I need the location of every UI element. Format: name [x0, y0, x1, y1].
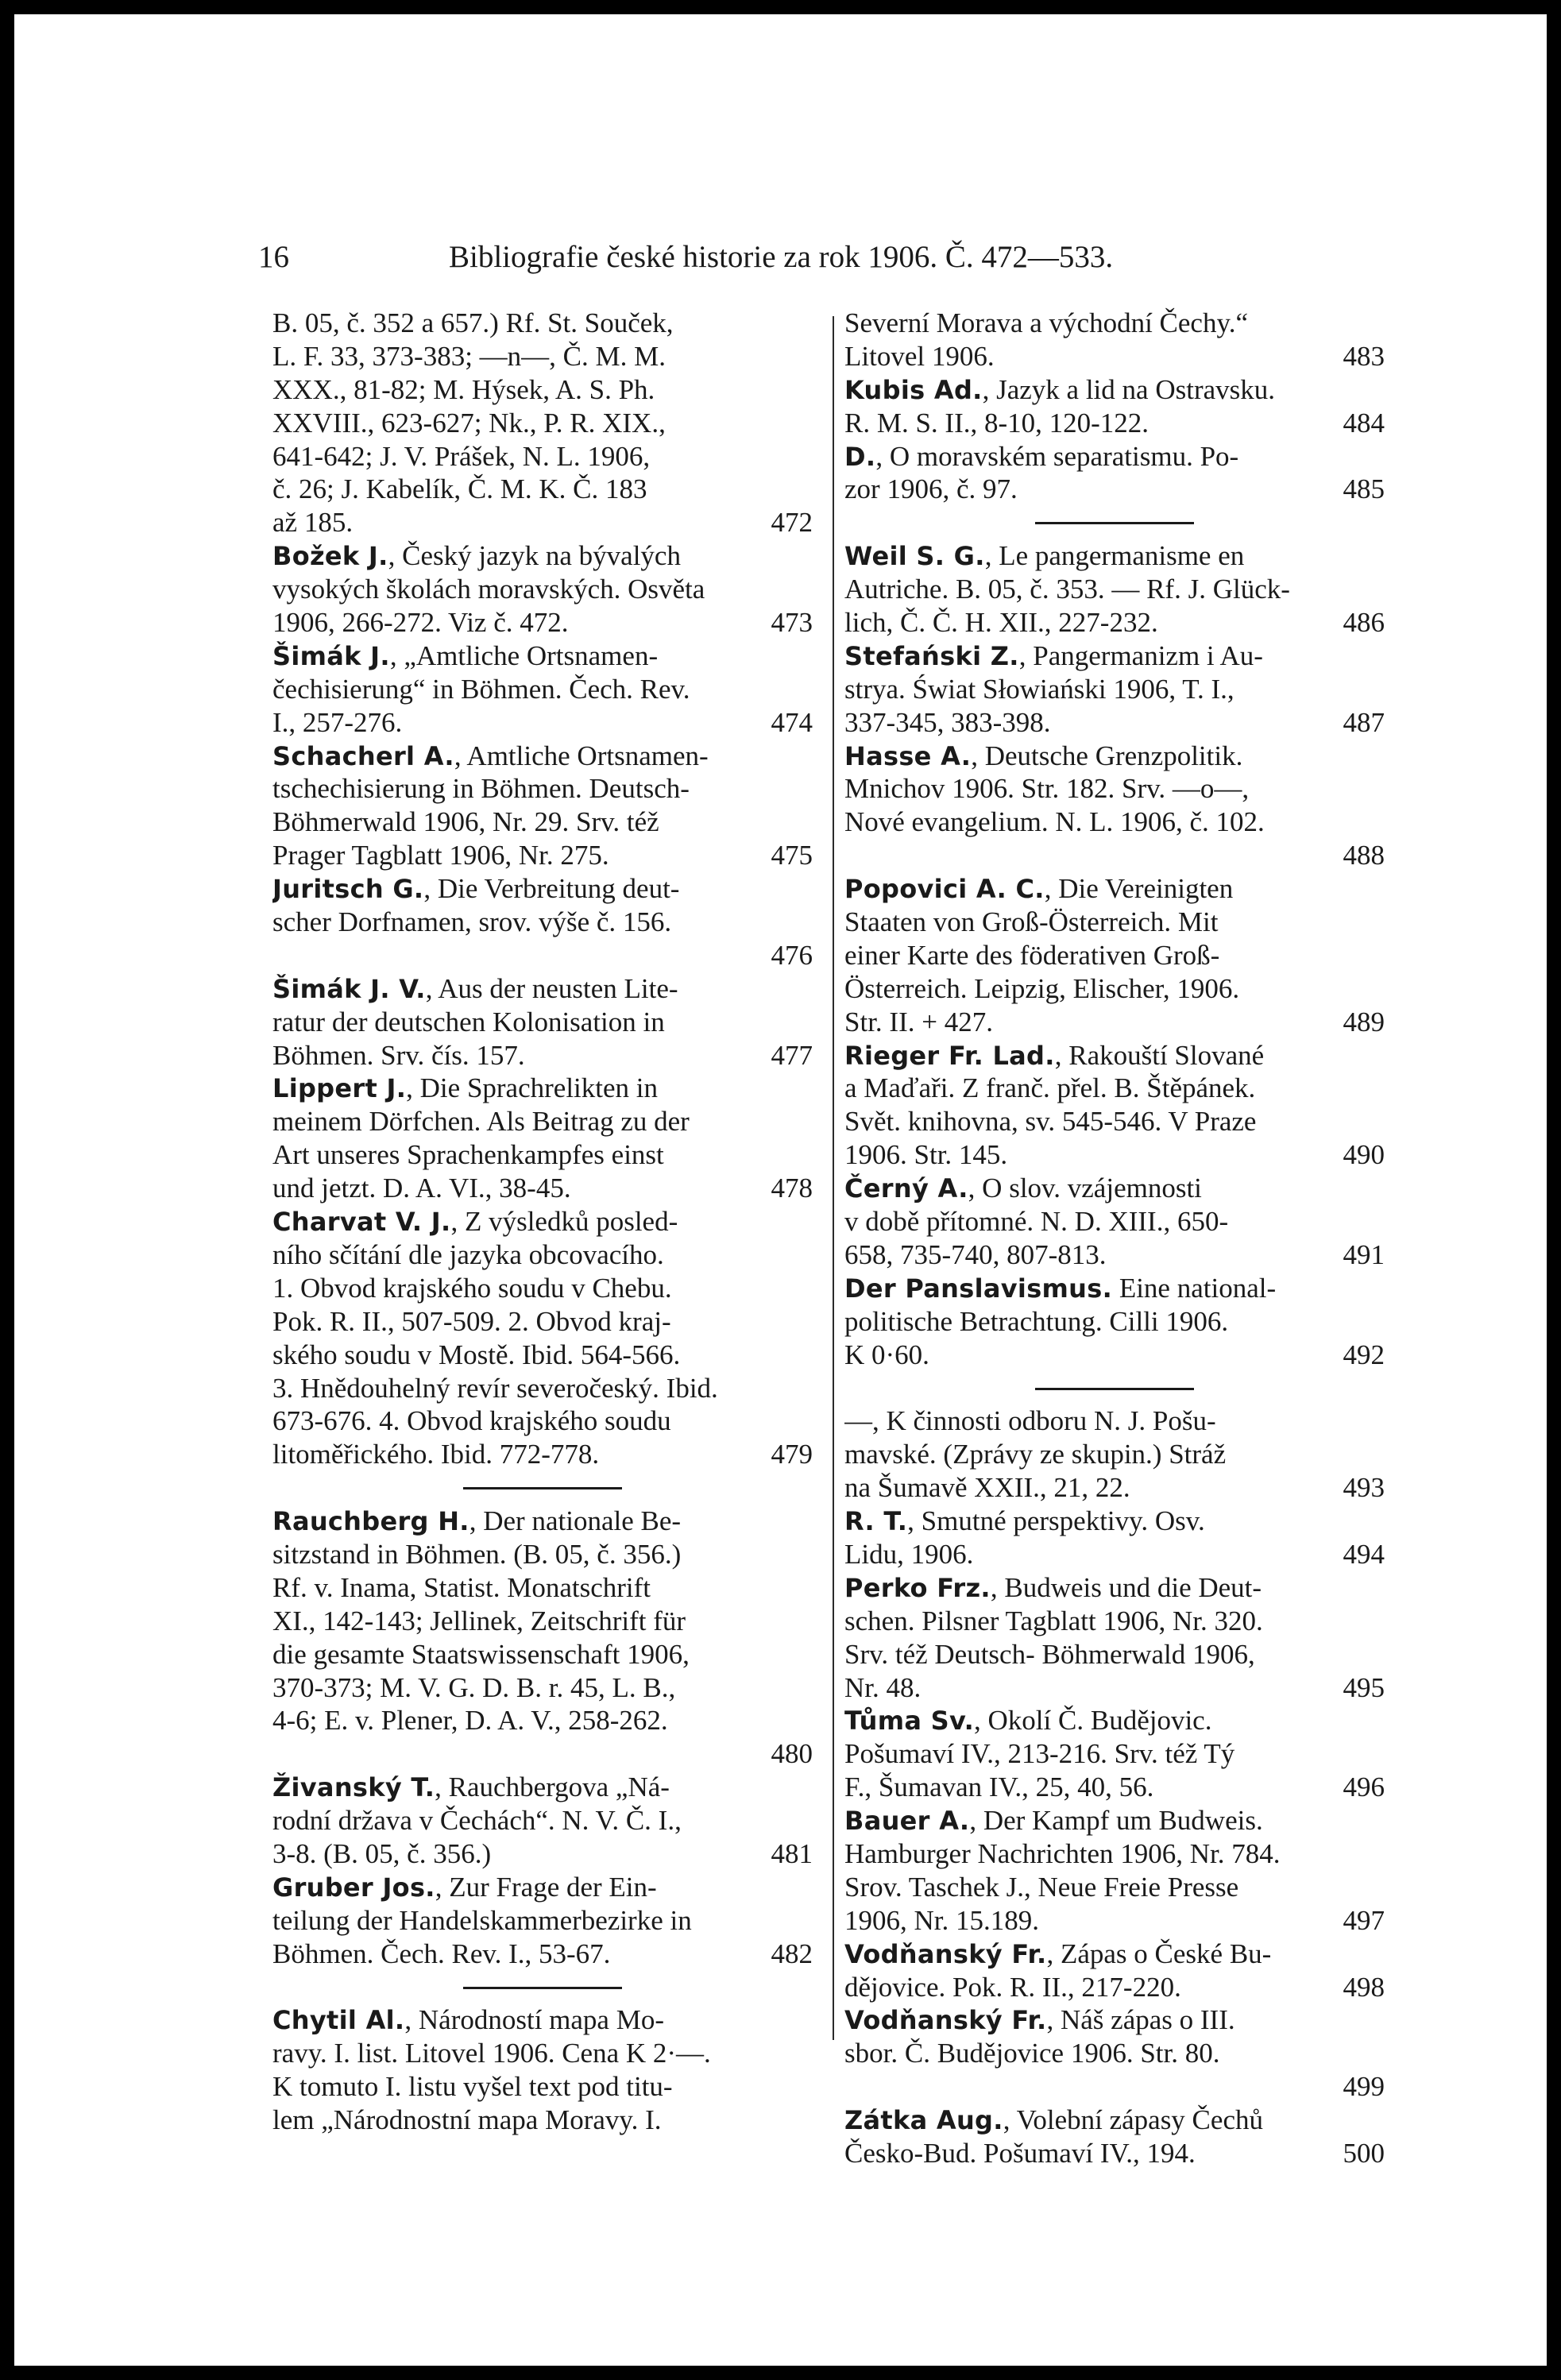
text-line — [844, 2070, 1385, 2104]
line-text: Schacherl A., Amtliche Ortsnamen- — [272, 740, 709, 771]
text-line — [844, 872, 1385, 906]
text-line — [844, 307, 1385, 340]
entry-number: 492 — [1343, 1339, 1385, 1370]
text-line — [272, 2003, 813, 2037]
line-text: Charvat V. J., Z výsledků posled- — [272, 1206, 678, 1238]
line-text: Bauer A., Der Kampf um Budweis. — [844, 1805, 1263, 1837]
entry-author: Rieger Fr. Lad. — [844, 1040, 1055, 1071]
entry-number: 476 — [771, 939, 813, 971]
text-line — [844, 1904, 1385, 1938]
line-text: Severní Morava a východní Čechy.“ — [844, 307, 1248, 338]
line-text: Šimák J., „Amtliche Ortsnamen- — [272, 639, 659, 671]
entry-number: 483 — [1343, 340, 1385, 372]
text-line — [272, 2104, 813, 2137]
text-line — [272, 573, 813, 606]
text-line — [844, 1438, 1385, 1471]
section-separator — [272, 1471, 813, 1505]
line-text: dějovice. Pok. R. II., 217-220. — [844, 1971, 1181, 2003]
text-line — [844, 1671, 1385, 1705]
text-line — [844, 906, 1385, 939]
entry-number: 491 — [1343, 1238, 1385, 1270]
text-line — [272, 1938, 813, 1971]
text-line — [272, 2070, 813, 2104]
line-text: —, K činnosti odboru N. J. Pošu- — [844, 1405, 1216, 1437]
text-line — [272, 872, 813, 906]
line-text: Rieger Fr. Lad., Rakouští Slované — [844, 1039, 1265, 1071]
line-text: a Maďaři. Z franč. přel. B. Štěpánek. — [844, 1072, 1256, 1104]
text-line — [844, 2137, 1385, 2170]
line-text: Der Panslavismus. Eine national- — [844, 1272, 1277, 1304]
text-line — [844, 1638, 1385, 1671]
right-column — [844, 307, 1385, 2170]
line-text: schen. Pilsner Tagblatt 1906, Nr. 320. — [844, 1605, 1263, 1636]
line-text: L. F. 33, 373-383; —n—, Č. M. M. — [272, 340, 667, 372]
line-text: Rauchberg H., Der nationale Be- — [272, 1505, 682, 1537]
entry-author: Živanský T. — [272, 1772, 435, 1803]
text-line — [272, 673, 813, 706]
entry-number: 498 — [1343, 1971, 1385, 2003]
line-text: lem „Národnostní mapa Moravy. I. — [272, 2104, 662, 2136]
line-text: Böhmen. Čech. Rev. I., 53-67. — [272, 1938, 611, 1969]
line-text: Litovel 1906. — [844, 340, 995, 372]
text-line — [844, 1105, 1385, 1138]
line-text: Pok. R. II., 507-509. 2. Obvod kraj- — [272, 1305, 671, 1337]
line-text: Hamburger Nachrichten 1906, Nr. 784. — [844, 1837, 1281, 1869]
entry-number: 497 — [1343, 1904, 1385, 1936]
entry-number: 487 — [1343, 706, 1385, 738]
entry-author: Stefański Z. — [844, 640, 1019, 671]
text-line — [844, 706, 1385, 740]
text-line — [844, 1871, 1385, 1904]
line-text: Nr. 48. — [844, 1671, 922, 1703]
text-line — [272, 1072, 813, 1105]
entry-number: 500 — [1343, 2137, 1385, 2169]
line-text: 1906, Nr. 15.189. — [844, 1904, 1039, 1936]
text-line — [844, 1072, 1385, 1105]
text-line — [844, 1505, 1385, 1538]
text-line — [272, 1039, 813, 1072]
text-line — [272, 1771, 813, 1804]
line-text: Nové evangelium. N. L. 1906, č. 102. — [844, 806, 1265, 838]
text-line — [272, 373, 813, 407]
entry-author: Hasse A. — [844, 740, 972, 771]
text-line — [272, 539, 813, 573]
line-text: ratur der deutschen Kolonisation in — [272, 1006, 665, 1037]
entry-number: 488 — [1343, 840, 1385, 871]
text-line — [844, 673, 1385, 706]
line-text: Juritsch G., Die Verbreitung deut- — [272, 873, 680, 905]
column-divider — [833, 316, 834, 2040]
entry-author: Popovici A. C. — [844, 874, 1045, 905]
line-text: 1. Obvod krajského soudu v Chebu. — [272, 1272, 672, 1304]
line-text: na Šumavě XXII., 21, 22. — [844, 1472, 1130, 1504]
line-text: čechisierung“ in Böhmen. Čech. Rev. — [272, 673, 690, 705]
line-text: Art unseres Sprachenkampfes einst — [272, 1139, 664, 1171]
line-text: Tůma Sv., Okolí Č. Budějovic. — [844, 1705, 1212, 1737]
text-line — [272, 1837, 813, 1871]
line-text: 337-345, 383-398. — [844, 706, 1051, 738]
text-line — [272, 606, 813, 639]
text-line — [272, 1238, 813, 1272]
text-line — [844, 772, 1385, 806]
entry-number: 495 — [1343, 1671, 1385, 1703]
entry-number: 478 — [771, 1173, 813, 1204]
line-text: die gesamte Staatswissenschaft 1906, — [272, 1638, 690, 1670]
page-number: 16 — [258, 240, 289, 274]
line-text: 4-6; E. v. Plener, D. A. V., 258-262. — [272, 1705, 668, 1737]
text-line — [272, 806, 813, 839]
line-text: Svět. knihovna, sv. 545-546. V Praze — [844, 1106, 1257, 1138]
line-text: 1906, 266-272. Viz č. 472. — [272, 607, 569, 639]
line-text: Autriche. B. 05, č. 353. — Rf. J. Glück- — [844, 574, 1290, 605]
running-title: Bibliografie české historie za rok 1906. Č. 472—533. — [449, 240, 1114, 274]
text-line — [272, 1372, 813, 1405]
line-text: Vodňanský Fr., Náš zápas o III. — [844, 2004, 1235, 2036]
line-text: und jetzt. D. A. VI., 38-45. — [272, 1173, 571, 1204]
line-text: Kubis Ad., Jazyk a lid na Ostravsku. — [844, 373, 1275, 405]
line-text: Österreich. Leipzig, Elischer, 1906. — [844, 972, 1240, 1004]
entry-number: 473 — [771, 607, 813, 639]
line-text: až 185. — [272, 507, 354, 539]
entry-author: Charvat V. J. — [272, 1207, 451, 1238]
entry-number: 489 — [1343, 1006, 1385, 1037]
line-text: Česko-Bud. Pošumaví IV., 194. — [844, 2137, 1196, 2169]
line-text: scher Dorfnamen, srov. výše č. 156. — [272, 906, 672, 938]
text-line — [272, 1704, 813, 1737]
text-line — [272, 440, 813, 473]
text-line — [844, 1006, 1385, 1039]
text-line — [272, 1737, 813, 1771]
text-line — [844, 407, 1385, 440]
text-line — [272, 639, 813, 673]
line-text: Lidu, 1906. — [844, 1538, 974, 1570]
separator-rule — [463, 1987, 622, 1989]
text-line — [844, 1837, 1385, 1871]
text-line — [844, 839, 1385, 872]
line-text: XXVIII., 623-627; Nk., P. R. XIX., — [272, 407, 666, 439]
entry-number: 482 — [771, 1938, 813, 1969]
text-line — [844, 473, 1385, 506]
text-line — [844, 440, 1385, 473]
text-line — [272, 1105, 813, 1138]
line-text: Böhmen. Srv. čís. 157. — [272, 1039, 525, 1071]
text-line — [272, 1172, 813, 1205]
section-separator — [844, 506, 1385, 539]
line-text: 3. Hnědouhelný revír severočeský. Ibid. — [272, 1372, 718, 1404]
separator-rule — [1035, 522, 1194, 524]
line-text: Srov. Taschek J., Neue Freie Presse — [844, 1871, 1239, 1903]
line-text: 641-642; J. V. Prášek, N. L. 1906, — [272, 440, 651, 472]
entry-number: 485 — [1343, 473, 1385, 505]
line-text: Lippert J., Die Sprachrelikten in — [272, 1072, 659, 1104]
entry-author: Šimák J. V. — [272, 973, 426, 1004]
text-line — [272, 1605, 813, 1638]
entry-author: Vodňanský Fr. — [844, 2005, 1047, 2036]
text-line — [272, 1205, 813, 1238]
line-text: Staaten von Groß-Österreich. Mit — [844, 906, 1219, 938]
text-line — [844, 1205, 1385, 1238]
text-line — [844, 1605, 1385, 1638]
text-line — [844, 1471, 1385, 1505]
line-text: Perko Frz., Budweis und die Deut- — [844, 1571, 1262, 1603]
text-line — [844, 1404, 1385, 1438]
text-line — [844, 939, 1385, 972]
entry-author: Černý A. — [844, 1173, 968, 1204]
text-line — [272, 473, 813, 506]
line-text: D., O moravském separatismu. Po- — [844, 440, 1239, 472]
text-line — [272, 706, 813, 740]
section-separator — [844, 1372, 1385, 1405]
entry-number: 479 — [771, 1439, 813, 1470]
line-text: č. 26; J. Kabelík, Č. M. K. Č. 183 — [272, 473, 647, 505]
line-text: 370-373; M. V. G. D. B. r. 45, L. B., — [272, 1671, 676, 1703]
text-line — [844, 1238, 1385, 1272]
line-text: R. M. S. II., 8-10, 120-122. — [844, 407, 1149, 439]
text-line — [844, 1704, 1385, 1737]
line-text: Božek J., Český jazyk na bývalých — [272, 540, 681, 572]
line-text: Zátka Aug., Volební zápasy Čechů — [844, 2104, 1263, 2136]
entry-author: Chytil Al. — [272, 2005, 405, 2036]
entry-author: D. — [844, 441, 876, 472]
text-line — [272, 1871, 813, 1904]
line-text: Weil S. G., Le pangermanisme en — [844, 540, 1245, 572]
entry-author: Schacherl A. — [272, 740, 454, 771]
text-line — [844, 1138, 1385, 1172]
line-text: politische Betrachtung. Cilli 1906. — [844, 1305, 1229, 1337]
separator-rule — [463, 1487, 622, 1489]
left-column — [272, 307, 813, 2137]
text-line — [272, 1505, 813, 1538]
entry-author: Der Panslavismus. — [844, 1273, 1113, 1304]
text-line — [844, 2003, 1385, 2037]
book-page — [14, 14, 1547, 2366]
line-text: ského soudu v Mostě. Ibid. 564-566. — [272, 1339, 681, 1370]
text-line — [844, 2104, 1385, 2137]
line-text: einer Karte des föderativen Groß- — [844, 939, 1220, 971]
line-text: XI., 142-143; Jellinek, Zeitschrift für — [272, 1605, 686, 1636]
entry-author: Gruber Jos. — [272, 1872, 435, 1903]
entry-author: Bauer A. — [844, 1806, 970, 1837]
line-text: ního sčítání dle jazyka obcovacího. — [272, 1238, 664, 1270]
line-text: rodní država v Čechách“. N. V. Č. I., — [272, 1805, 682, 1837]
text-line — [272, 1538, 813, 1571]
text-line — [272, 740, 813, 773]
text-line — [844, 1339, 1385, 1372]
line-text: sitzstand in Böhmen. (B. 05, č. 356.) — [272, 1538, 682, 1570]
entry-number: 493 — [1343, 1472, 1385, 1504]
text-line — [272, 1904, 813, 1938]
line-text: Stefański Z., Pangermanizm i Au- — [844, 639, 1263, 671]
text-line — [272, 1138, 813, 1172]
line-text: meinem Dörfchen. Als Beitrag zu der — [272, 1106, 690, 1138]
running-head — [258, 234, 1434, 281]
text-line — [844, 2037, 1385, 2070]
section-separator — [272, 1971, 813, 2004]
text-line — [844, 972, 1385, 1006]
entry-author: Rauchberg H. — [272, 1506, 469, 1537]
line-text: F., Šumavan IV., 25, 40, 56. — [844, 1771, 1154, 1803]
line-text: XXX., 81-82; M. Hýsek, A. S. Ph. — [272, 373, 655, 405]
text-line — [272, 1339, 813, 1372]
line-text: I., 257-276. — [272, 706, 403, 738]
line-text: Prager Tagblatt 1906, Nr. 275. — [272, 840, 609, 871]
line-text: Vodňanský Fr., Zápas o České Bu- — [844, 1938, 1272, 1969]
entry-number: 490 — [1343, 1139, 1385, 1171]
line-text: R. T., Smutné perspektivy. Osv. — [844, 1505, 1205, 1537]
text-line — [272, 1638, 813, 1671]
text-line — [272, 506, 813, 539]
entry-author: Kubis Ad. — [844, 374, 983, 405]
text-line — [844, 373, 1385, 407]
line-text: Srv. též Deutsch- Böhmerwald 1906, — [844, 1638, 1255, 1670]
line-text: Mnichov 1906. Str. 182. Srv. —o—, — [844, 773, 1250, 805]
line-text: ravy. I. list. Litovel 1906. Cena K 2·—. — [272, 2038, 711, 2069]
entry-author: Tůma Sv. — [844, 1706, 975, 1737]
entry-number: 486 — [1343, 607, 1385, 639]
text-line — [844, 1771, 1385, 1804]
text-line — [844, 1538, 1385, 1571]
line-text: 658, 735-740, 807-813. — [844, 1238, 1107, 1270]
line-text: strya. Świat Słowiański 1906, T. I., — [844, 673, 1235, 705]
entry-author: Šimák J. — [272, 640, 390, 671]
entry-author: Juritsch G. — [272, 874, 424, 905]
entry-author: Vodňanský Fr. — [844, 1938, 1047, 1969]
entry-number: 472 — [771, 507, 813, 539]
text-line — [272, 2037, 813, 2070]
text-line — [844, 573, 1385, 606]
text-line — [272, 1272, 813, 1305]
text-line — [844, 639, 1385, 673]
text-line — [272, 407, 813, 440]
entry-author: Zátka Aug. — [844, 2105, 1003, 2136]
text-line — [272, 340, 813, 373]
text-line — [272, 1404, 813, 1438]
entry-number: 484 — [1343, 407, 1385, 439]
line-text: teilung der Handelskammerbezirke in — [272, 1904, 692, 1936]
text-line — [844, 1039, 1385, 1072]
entry-author: Božek J. — [272, 541, 388, 572]
entry-number: 499 — [1343, 2071, 1385, 2103]
line-text: Chytil Al., Národností mapa Mo- — [272, 2004, 664, 2036]
text-line — [844, 1172, 1385, 1205]
line-text: Str. II. + 427. — [844, 1006, 993, 1037]
text-line — [844, 1938, 1385, 1971]
line-text: lich, Č. Č. H. XII., 227-232. — [844, 607, 1158, 639]
entry-author: Perko Frz. — [844, 1572, 991, 1603]
line-text: zor 1906, č. 97. — [844, 473, 1018, 505]
line-text: K 0·60. — [844, 1339, 929, 1370]
entry-author: Weil S. G. — [844, 541, 985, 572]
entry-number: 475 — [771, 840, 813, 871]
text-line — [272, 1305, 813, 1339]
entry-number: 477 — [771, 1039, 813, 1071]
line-text: K tomuto I. listu vyšel text pod titu- — [272, 2071, 673, 2103]
separator-rule — [1035, 1388, 1194, 1390]
entry-number: 496 — [1343, 1771, 1385, 1803]
text-line — [844, 1272, 1385, 1305]
line-text: litoměřického. Ibid. 772-778. — [272, 1439, 600, 1470]
line-text: Pošumaví IV., 213-216. Srv. též Tý — [844, 1738, 1235, 1770]
text-line — [844, 1305, 1385, 1339]
text-line — [844, 606, 1385, 639]
entry-author: R. T. — [844, 1506, 908, 1537]
line-text: Živanský T., Rauchbergova „Ná- — [272, 1771, 670, 1803]
text-line — [844, 1737, 1385, 1771]
line-text: tschechisierung in Böhmen. Deutsch- — [272, 773, 690, 805]
line-text: Gruber Jos., Zur Frage der Ein- — [272, 1871, 657, 1903]
line-text: Popovici A. C., Die Vereinigten — [844, 873, 1234, 905]
line-text: Šimák J. V., Aus der neusten Lite- — [272, 972, 678, 1004]
text-line — [844, 340, 1385, 373]
text-line — [272, 839, 813, 872]
text-line — [272, 307, 813, 340]
entry-number: 474 — [771, 706, 813, 738]
text-line — [844, 740, 1385, 773]
line-text: 1906. Str. 145. — [844, 1139, 1008, 1171]
text-line — [272, 972, 813, 1006]
line-text: 3-8. (B. 05, č. 356.) — [272, 1837, 492, 1869]
text-line — [844, 539, 1385, 573]
line-text: 673-676. 4. Obvod krajského soudu — [272, 1405, 671, 1437]
text-line — [272, 772, 813, 806]
text-line — [272, 1571, 813, 1605]
text-line — [272, 1671, 813, 1705]
text-line — [844, 1971, 1385, 2004]
line-text: Černý A., O slov. vzájemnosti — [844, 1173, 1202, 1204]
text-line — [844, 806, 1385, 839]
entry-author: Lippert J. — [272, 1073, 407, 1104]
text-line — [272, 1804, 813, 1837]
entry-number: 481 — [771, 1837, 813, 1869]
line-text: B. 05, č. 352 a 657.) Rf. St. Souček, — [272, 307, 674, 338]
text-line — [844, 1571, 1385, 1605]
text-line — [272, 1006, 813, 1039]
entry-number: 480 — [771, 1738, 813, 1770]
line-text: Böhmerwald 1906, Nr. 29. Srv. též — [272, 806, 659, 838]
line-text: sbor. Č. Budějovice 1906. Str. 80. — [844, 2038, 1220, 2069]
text-line — [272, 1438, 813, 1471]
text-line — [272, 906, 813, 939]
text-line — [272, 939, 813, 972]
entry-number: 494 — [1343, 1538, 1385, 1570]
line-text: vysokých školách moravských. Osvěta — [272, 574, 705, 605]
text-line — [844, 1804, 1385, 1837]
line-text: mavské. (Zprávy ze skupin.) Stráž — [844, 1439, 1227, 1470]
line-text: v době přítomné. N. D. XIII., 650- — [844, 1206, 1229, 1238]
line-text: Hasse A., Deutsche Grenzpolitik. — [844, 740, 1243, 771]
line-text: Rf. v. Inama, Statist. Monatschrift — [272, 1571, 651, 1603]
